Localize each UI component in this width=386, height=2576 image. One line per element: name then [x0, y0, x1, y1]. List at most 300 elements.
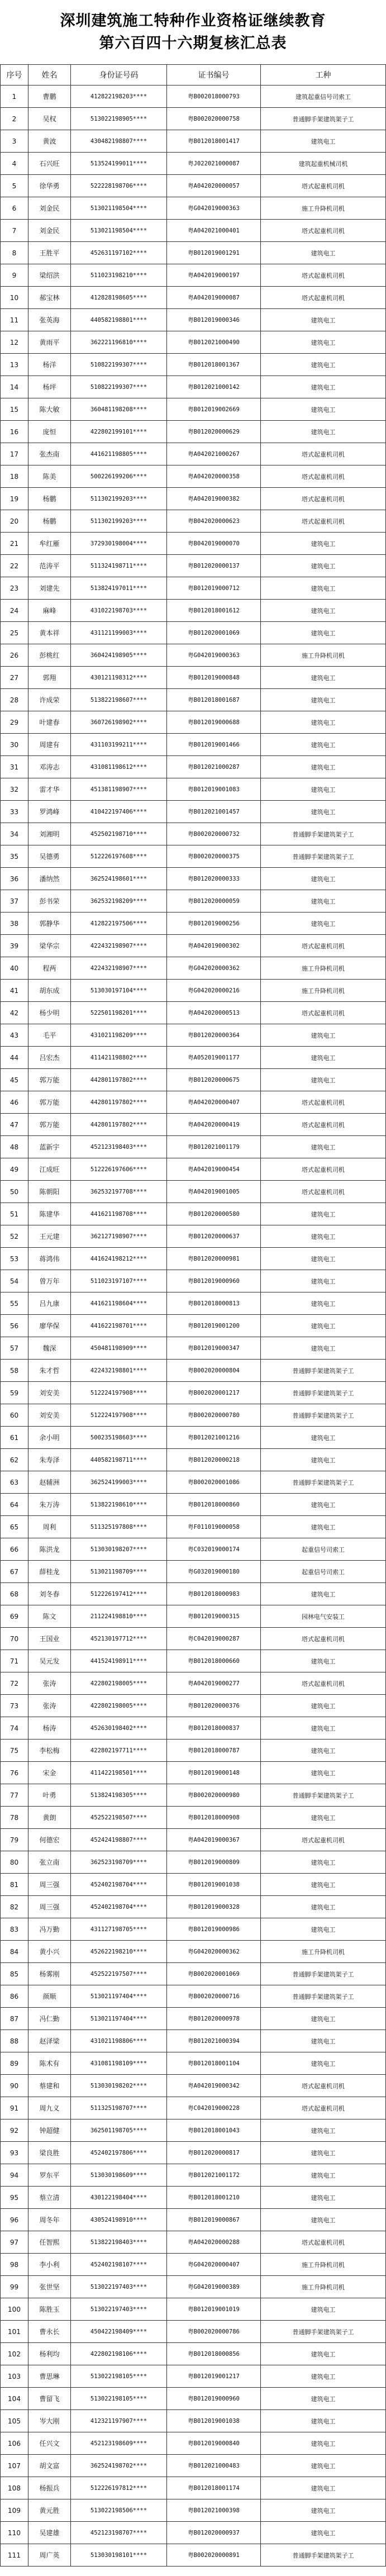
cell-name: 雷才华	[28, 778, 71, 801]
cell-name: 刘湘明	[28, 823, 71, 845]
cell-certificate-number: 粤B012020000675	[167, 1069, 261, 1091]
cell-job-type: 普通脚手架建筑架子工	[261, 2544, 386, 2567]
cell-seq: 23	[1, 577, 28, 600]
cell-id-number: 441524198911****	[71, 1650, 167, 1672]
cell-seq: 18	[1, 465, 28, 488]
cell-name: 叶建春	[28, 711, 71, 734]
cell-seq: 105	[1, 2410, 28, 2432]
cell-name: 岑大刚	[28, 2410, 71, 2432]
cell-id-number: 512224197908****	[71, 1404, 167, 1427]
table-row	[1, 309, 386, 331]
cell-id-number: 513022198105****	[71, 2388, 167, 2410]
cell-name: 郭翔	[28, 667, 71, 689]
table-row	[1, 2298, 386, 2321]
cell-id-number: 513022198105****	[71, 2365, 167, 2388]
cell-seq: 77	[1, 1784, 28, 1807]
table-row	[1, 756, 386, 778]
cell-name: 曹永长	[28, 2321, 71, 2343]
cell-certificate-number: 粤B012018001104	[167, 2052, 261, 2075]
cell-job-type: 建筑电工	[261, 756, 386, 778]
cell-id-number: 360726198902****	[71, 711, 167, 734]
cell-name: 黄本祥	[28, 622, 71, 644]
cell-name: 胡文富	[28, 2455, 71, 2477]
cell-certificate-number: 粤B012021000398	[167, 2499, 261, 2522]
cell-certificate-number: 粤B002020000804	[167, 1360, 261, 1382]
cell-job-type: 建筑电工	[261, 801, 386, 823]
cell-certificate-number: 粤B012019001038	[167, 2410, 261, 2432]
cell-job-type: 建筑电工	[261, 2008, 386, 2030]
cell-seq: 73	[1, 1695, 28, 1717]
cell-certificate-number: 粤B002018000793	[167, 85, 261, 108]
cell-certificate-number: 粤B012018001210	[167, 2187, 261, 2209]
cell-id-number: 452502198710****	[71, 823, 167, 845]
cell-certificate-number: 粤B012020000364	[167, 1024, 261, 1047]
cell-id-number: 513030198609****	[71, 2164, 167, 2187]
table-row	[1, 1874, 386, 1896]
cell-certificate-number: 粤B012018000983	[167, 1583, 261, 1605]
table-row	[1, 2365, 386, 2388]
cell-seq: 38	[1, 912, 28, 935]
cell-seq: 39	[1, 935, 28, 957]
cell-certificate-number: 粤B012019000346	[167, 309, 261, 331]
cell-name: 蔡建和	[28, 2075, 71, 2097]
cell-job-type: 建筑电工	[261, 331, 386, 354]
table-row	[1, 510, 386, 533]
table-row	[1, 1069, 386, 1091]
table-row	[1, 734, 386, 756]
cell-seq: 8	[1, 242, 28, 264]
cell-id-number: 510822199307****	[71, 376, 167, 398]
cell-name: 宋金	[28, 1762, 71, 1784]
cell-job-type: 塔式起重机司机	[261, 488, 386, 510]
cell-name: 朱寿泽	[28, 1449, 71, 1471]
table-row	[1, 1471, 386, 1494]
cell-certificate-number: 粤A042019000277	[167, 1672, 261, 1695]
table-row	[1, 1918, 386, 1941]
cell-seq: 44	[1, 1047, 28, 1069]
cell-id-number: 422802198005****	[71, 1672, 167, 1695]
table-row	[1, 264, 386, 287]
cell-certificate-number: 粤B012018000787	[167, 1739, 261, 1762]
table-row	[1, 1896, 386, 1918]
cell-certificate-number: 粤B012018000860	[167, 1494, 261, 1516]
cell-certificate-number: 粤B002020000786	[167, 2321, 261, 2343]
cell-job-type: 建筑电工	[261, 2365, 386, 2388]
cell-name: 郭万能	[28, 1091, 71, 1114]
cell-certificate-number: 粤B012020000817	[167, 2142, 261, 2164]
cell-seq: 94	[1, 2164, 28, 2187]
table-row	[1, 2142, 386, 2164]
roster-table	[0, 64, 386, 2567]
cell-name: 薛桂龙	[28, 1561, 71, 1583]
cell-id-number: 430121198312****	[71, 667, 167, 689]
cell-job-type: 塔式起重机司机	[261, 175, 386, 197]
cell-id-number: 412828198605****	[71, 287, 167, 309]
cell-seq: 70	[1, 1628, 28, 1650]
cell-id-number: 513022197403****	[71, 2276, 167, 2298]
cell-job-type: 建筑电工	[261, 1807, 386, 1829]
table-row	[1, 1807, 386, 1829]
table-row	[1, 1941, 386, 1963]
cell-id-number: 452622198210****	[71, 1941, 167, 1963]
table-row	[1, 1829, 386, 1851]
table-row	[1, 2097, 386, 2119]
cell-job-type: 建筑电工	[261, 622, 386, 644]
cell-job-type: 建筑电工	[261, 2455, 386, 2477]
cell-job-type: 建筑电工	[261, 2522, 386, 2544]
cell-name: 周三强	[28, 1874, 71, 1896]
cell-name: 毛平	[28, 1024, 71, 1047]
cell-id-number: 512226197412****	[71, 1583, 167, 1605]
table-row	[1, 1851, 386, 1874]
cell-job-type: 普通脚手架建筑架子工	[261, 2321, 386, 2343]
cell-id-number: 441622198701****	[71, 1315, 167, 1337]
cell-id-number: 412321197907****	[71, 2410, 167, 2432]
cell-certificate-number: 粤B002020001217	[167, 1382, 261, 1404]
cell-certificate-number: 粤J022021000087	[167, 153, 261, 175]
cell-seq: 71	[1, 1650, 28, 1672]
cell-job-type: 建筑电工	[261, 2187, 386, 2209]
cell-seq: 6	[1, 197, 28, 220]
cell-certificate-number: 粤A042019000454	[167, 1158, 261, 1181]
cell-name: 刘安美	[28, 1404, 71, 1427]
cell-id-number: 422802198106****	[71, 2343, 167, 2365]
cell-name: 许成荣	[28, 689, 71, 711]
table-row	[1, 175, 386, 197]
cell-job-type: 塔式起重机司机	[261, 1091, 386, 1114]
cell-name: 杨少明	[28, 1002, 71, 1024]
cell-job-type: 施工升降机司机	[261, 957, 386, 980]
cell-name: 胡东成	[28, 980, 71, 1002]
cell-job-type: 园林电气安装工	[261, 1605, 386, 1628]
cell-certificate-number: 粤A042020000057	[167, 175, 261, 197]
cell-name: 杨坪	[28, 376, 71, 398]
cell-job-type: 塔式起重机司机	[261, 264, 386, 287]
cell-job-type: 塔式起重机司机	[261, 935, 386, 957]
cell-name: 任兴文	[28, 2432, 71, 2455]
cell-id-number: 512226197812****	[71, 2477, 167, 2499]
cell-name: 黄朗	[28, 1807, 71, 1829]
cell-name: 杨雾刚	[28, 1963, 71, 1985]
cell-certificate-number: 粤B012019000840	[167, 2432, 261, 2455]
table-row	[1, 689, 386, 711]
cell-certificate-number: 粤B012020000137	[167, 555, 261, 577]
cell-id-number: 513824197011****	[71, 577, 167, 600]
cell-id-number: 362524198601****	[71, 868, 167, 890]
cell-seq: 85	[1, 1963, 28, 1985]
cell-job-type: 施工升降机司机	[261, 2276, 386, 2298]
cell-id-number: 431022198703****	[71, 600, 167, 622]
table-row	[1, 2499, 386, 2522]
table-row	[1, 622, 386, 644]
cell-id-number: 431081198109****	[71, 2052, 167, 2075]
cell-certificate-number: 粤B012018000856	[167, 2343, 261, 2365]
table-row	[1, 2187, 386, 2209]
cell-certificate-number: 粤B012019001083	[167, 778, 261, 801]
cell-job-type: 起重信号司索工	[261, 1538, 386, 1561]
cell-certificate-number: 粤B012019001200	[167, 1315, 261, 1337]
cell-certificate-number: 粤B002020000891	[167, 2544, 261, 2567]
cell-seq: 54	[1, 1270, 28, 1292]
cell-certificate-number: 粤B012019000148	[167, 1762, 261, 1784]
table-row	[1, 130, 386, 153]
cell-name: 冯仁勤	[28, 2008, 71, 2030]
cell-seq: 92	[1, 2119, 28, 2142]
cell-certificate-number: 粤A042019000302	[167, 935, 261, 957]
table-row	[1, 2075, 386, 2097]
cell-name: 黄波	[28, 130, 71, 153]
cell-name: 赵泽梁	[28, 2030, 71, 2052]
cell-seq: 4	[1, 153, 28, 175]
cell-certificate-number: 粤B012018001043	[167, 2119, 261, 2142]
table-row	[1, 2321, 386, 2343]
cell-name: 郭静华	[28, 912, 71, 935]
cell-seq: 95	[1, 2187, 28, 2209]
cell-id-number: 513030198207****	[71, 1538, 167, 1561]
cell-job-type: 建筑电工	[261, 2209, 386, 2231]
cell-job-type: 塔式起重机司机	[261, 1628, 386, 1650]
cell-certificate-number: 粤A042020000407	[167, 1091, 261, 1114]
cell-id-number: 211224198810****	[71, 1605, 167, 1628]
cell-name: 梁华宗	[28, 935, 71, 957]
cell-name: 王元建	[28, 1225, 71, 1248]
table-row	[1, 2030, 386, 2052]
cell-certificate-number: 粤B012018000660	[167, 1650, 261, 1672]
cell-name: 梁绍洪	[28, 264, 71, 287]
cell-name: 李松梅	[28, 1739, 71, 1762]
cell-job-type: 建筑电工	[261, 912, 386, 935]
cell-seq: 79	[1, 1829, 28, 1851]
cell-certificate-number: 粤B012020000580	[167, 1203, 261, 1225]
cell-job-type: 建筑电工	[261, 600, 386, 622]
cell-seq: 50	[1, 1181, 28, 1203]
cell-job-type: 建筑电工	[261, 2298, 386, 2321]
cell-seq: 49	[1, 1158, 28, 1181]
cell-name: 王胜平	[28, 242, 71, 264]
cell-name: 潘纳然	[28, 868, 71, 890]
table-row	[1, 1315, 386, 1337]
cell-job-type: 施工升降机司机	[261, 980, 386, 1002]
cell-id-number: 452630198402****	[71, 1717, 167, 1739]
cell-certificate-number: 粤B002020000980	[167, 1784, 261, 1807]
cell-seq: 25	[1, 622, 28, 644]
cell-id-number: 430122198404****	[71, 2187, 167, 2209]
table-row	[1, 801, 386, 823]
cell-id-number: 452402197806****	[71, 2142, 167, 2164]
cell-seq: 2	[1, 108, 28, 130]
cell-seq: 109	[1, 2499, 28, 2522]
cell-name: 梁良胜	[28, 2142, 71, 2164]
table-row	[1, 555, 386, 577]
cell-job-type: 建筑电工	[261, 1739, 386, 1762]
cell-name: 刘冬春	[28, 1583, 71, 1605]
cell-seq: 63	[1, 1471, 28, 1494]
cell-certificate-number: 粤B012020000218	[167, 1449, 261, 1471]
cell-name: 范涛平	[28, 555, 71, 577]
cell-id-number: 511324198711****	[71, 555, 167, 577]
cell-seq: 78	[1, 1807, 28, 1829]
cell-seq: 100	[1, 2298, 28, 2321]
cell-name: 吴权	[28, 108, 71, 130]
cell-name: 任智熙	[28, 2231, 71, 2254]
cell-seq: 14	[1, 376, 28, 398]
cell-seq: 62	[1, 1449, 28, 1471]
table-row	[1, 778, 386, 801]
cell-seq: 7	[1, 220, 28, 242]
table-row	[1, 1628, 386, 1650]
cell-id-number: 422802197711****	[71, 1739, 167, 1762]
cell-seq: 65	[1, 1516, 28, 1538]
cell-name: 刘金民	[28, 220, 71, 242]
cell-name: 杨利均	[28, 2343, 71, 2365]
cell-certificate-number: 粤B012020001069	[167, 622, 261, 644]
cell-seq: 45	[1, 1069, 28, 1091]
cell-id-number: 362523198709****	[71, 1851, 167, 1874]
cell-name: 杨鹏	[28, 510, 71, 533]
cell-name: 张杰南	[28, 443, 71, 465]
cell-name: 石兴旺	[28, 153, 71, 175]
cell-id-number: 513030198202****	[71, 2075, 167, 2097]
cell-id-number: 452402198704****	[71, 1874, 167, 1896]
cell-seq: 28	[1, 689, 28, 711]
cell-id-number: 452123198609****	[71, 2432, 167, 2455]
cell-seq: 68	[1, 1583, 28, 1605]
cell-id-number: 422432198907****	[71, 935, 167, 957]
table-row	[1, 85, 386, 108]
table-row	[1, 1024, 386, 1047]
cell-job-type: 建筑电工	[261, 2410, 386, 2432]
cell-certificate-number: 粤B002020000375	[167, 845, 261, 868]
cell-id-number: 441621198604****	[71, 1292, 167, 1315]
cell-seq: 108	[1, 2477, 28, 2499]
cell-job-type: 建筑起重机械司机	[261, 153, 386, 175]
cell-job-type: 建筑电工	[261, 421, 386, 443]
cell-certificate-number: 粤B012019000712	[167, 577, 261, 600]
cell-job-type: 建筑电工	[261, 2499, 386, 2522]
cell-job-type: 普通脚手架建筑架子工	[261, 845, 386, 868]
cell-seq: 96	[1, 2209, 28, 2231]
cell-certificate-number: 粤G042020000362	[167, 957, 261, 980]
cell-seq: 32	[1, 778, 28, 801]
cell-job-type: 塔式起重机司机	[261, 1158, 386, 1181]
cell-id-number: 362127198907****	[71, 1225, 167, 1248]
cell-name: 陈术有	[28, 2052, 71, 2075]
cell-job-type: 建筑电工	[261, 1918, 386, 1941]
cell-certificate-number: 粤B002020001069	[167, 1963, 261, 1985]
cell-name: 周冬年	[28, 2209, 71, 2231]
cell-certificate-number: 粤A052019001177	[167, 1047, 261, 1069]
cell-name: 周三强	[28, 1896, 71, 1918]
cell-name: 曹思琳	[28, 2365, 71, 2388]
table-row	[1, 912, 386, 935]
cell-job-type: 建筑电工	[261, 734, 386, 756]
cell-certificate-number: 粤B012019001019	[167, 2298, 261, 2321]
table-row	[1, 1695, 386, 1717]
cell-seq: 75	[1, 1739, 28, 1762]
cell-id-number: 510822199307****	[71, 354, 167, 376]
header-job-type: 工种	[261, 65, 386, 85]
cell-id-number: 441621198805****	[71, 443, 167, 465]
table-row	[1, 980, 386, 1002]
table-row	[1, 1360, 386, 1382]
cell-id-number: 442801197802****	[71, 1069, 167, 1091]
cell-certificate-number: 粤A042020000288	[167, 2231, 261, 2254]
cell-name: 曹鹏	[28, 85, 71, 108]
cell-id-number: 422802199101****	[71, 421, 167, 443]
table-row	[1, 711, 386, 734]
cell-certificate-number: 粤A042019001005	[167, 1181, 261, 1203]
cell-name: 杨洋	[28, 354, 71, 376]
cell-id-number: 442801197802****	[71, 1114, 167, 1136]
cell-certificate-number: 粤F011019000058	[167, 1516, 261, 1538]
cell-seq: 21	[1, 533, 28, 555]
cell-seq: 40	[1, 957, 28, 980]
cell-seq: 72	[1, 1672, 28, 1695]
table-row	[1, 1404, 386, 1427]
table-row	[1, 465, 386, 488]
cell-seq: 69	[1, 1605, 28, 1628]
cell-job-type: 建筑电工	[261, 2432, 386, 2455]
cell-job-type: 塔式起重机司机	[261, 2075, 386, 2097]
cell-certificate-number: 粤C042019000228	[167, 2097, 261, 2119]
cell-seq: 90	[1, 2075, 28, 2097]
cell-id-number: 522228198706****	[71, 175, 167, 197]
cell-seq: 3	[1, 130, 28, 153]
cell-id-number: 452522197507****	[71, 1963, 167, 1985]
cell-certificate-number: 粤B012021001179	[167, 1136, 261, 1158]
table-row	[1, 443, 386, 465]
table-row	[1, 2052, 386, 2075]
cell-seq: 51	[1, 1203, 28, 1225]
cell-certificate-number: 粤B012018001687	[167, 689, 261, 711]
table-body	[1, 85, 386, 2567]
cell-job-type: 塔式起重机司机	[261, 1672, 386, 1695]
cell-id-number: 362221196810****	[71, 331, 167, 354]
table-row	[1, 242, 386, 264]
cell-id-number: 513021197404****	[71, 1985, 167, 2008]
cell-name: 邓涛志	[28, 756, 71, 778]
cell-certificate-number: 粤B012018001174	[167, 2477, 261, 2499]
cell-seq: 82	[1, 1896, 28, 1918]
cell-certificate-number: 粤B002020001086	[167, 1471, 261, 1494]
cell-certificate-number: 粤B012018000908	[167, 1807, 261, 1829]
cell-id-number: 431081198612****	[71, 756, 167, 778]
cell-job-type: 建筑电工	[261, 309, 386, 331]
cell-seq: 93	[1, 2142, 28, 2164]
cell-id-number: 431121199003****	[71, 622, 167, 644]
cell-job-type: 建筑电工	[261, 242, 386, 264]
cell-seq: 60	[1, 1404, 28, 1427]
cell-seq: 74	[1, 1717, 28, 1739]
cell-job-type: 建筑电工	[261, 868, 386, 890]
cell-certificate-number: 粤B012019001038	[167, 1874, 261, 1896]
cell-certificate-number: 粤B012021000394	[167, 2030, 261, 2052]
cell-name: 罗东平	[28, 2164, 71, 2187]
table-row	[1, 421, 386, 443]
table-row	[1, 354, 386, 376]
cell-job-type: 塔式起重机司机	[261, 1114, 386, 1136]
cell-certificate-number: 粤B012019000960	[167, 2388, 261, 2410]
cell-seq: 9	[1, 264, 28, 287]
cell-certificate-number: 粤G042020000407	[167, 2254, 261, 2276]
cell-job-type: 建筑电工	[261, 130, 386, 153]
cell-certificate-number: 粤A042021000267	[167, 443, 261, 465]
table-row	[1, 890, 386, 912]
cell-certificate-number: 粤B012019000867	[167, 2209, 261, 2231]
cell-name: 钟超健	[28, 2119, 71, 2142]
cell-name: 颜顺	[28, 1985, 71, 2008]
cell-job-type: 建筑电工	[261, 533, 386, 555]
